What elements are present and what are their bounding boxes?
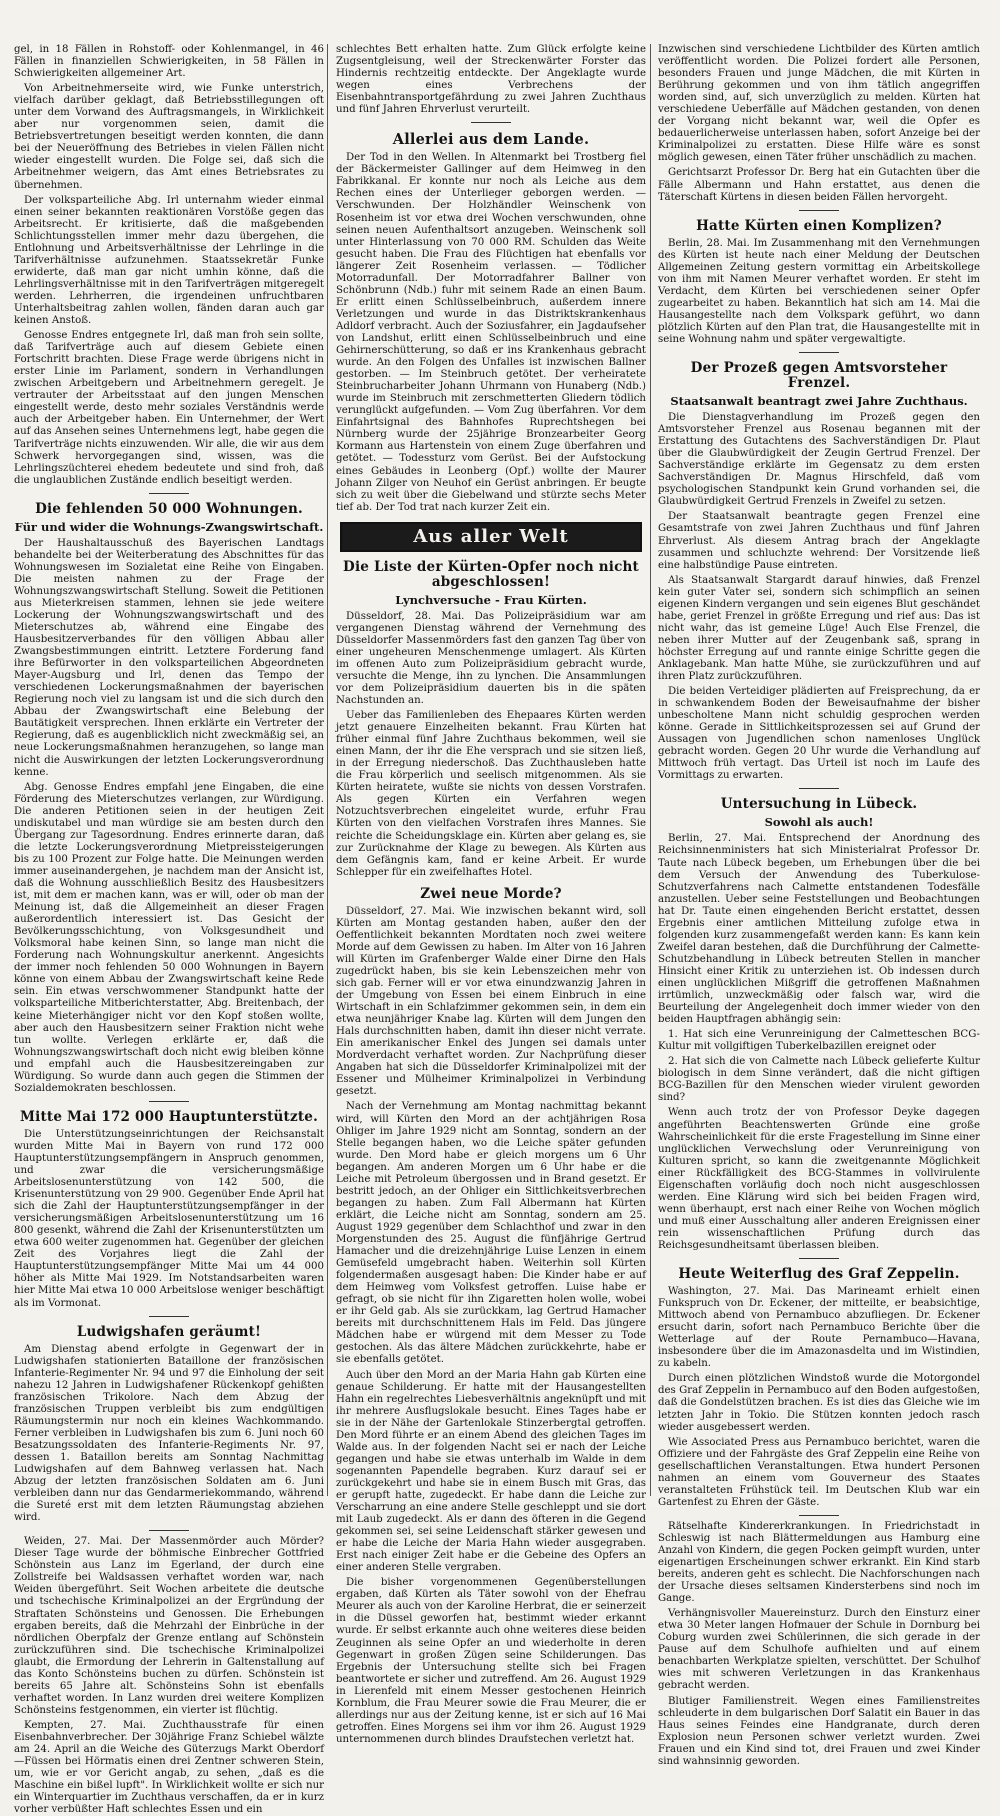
subheadline-wohnungen: Für und wider die Wohnungs-Zwangswirtschaft. [14, 519, 324, 534]
paragraph: Weiden, 27. Mai. Der Massenmörder auch Mörder? Dieser Tage wurde der böhmische Einbrecher Gottfried Schönstein aus Lanz im Egerland, der durch eine Zollstreife bei Waldsassen verhaftet worden war, nach Weiden übergeführt. Seit Wochen arbeitete die deutsche und tschechische Kriminalpolizei an der Ergründung der Straftaten Schönsteins und Genossen. Die Erhebungen ergaben bereits, daß die Mehrzahl der Einbrüche in der nördlichen Oberpfalz der Grenze entlang auf Schönstein zurückzuführen sind. Die tschechische Kriminalpolizei glaubt, die Ermordung der Lehrerin in Galtenstallung auf das Konto Schönsteins buchen zu dürfen. Schönstein ist bereits 65 Jahre alt. Schönsteins Sohn ist ebenfalls verhaftet worden. In Lanz wurden drei weitere Komplizen Schönsteins festgenommen, ein vierter ist flüchtig. [14, 1536, 324, 1716]
column-rule-2 [650, 44, 651, 1496]
paragraph: Genosse Endres entgegnete Irl, daß man froh sein sollte, daß Tarifverträge auch auf diesem Gebiete einen Fortschritt brachten. Diese Frage werde übrigens nicht in erster Linie im Parlament, sondern in Verhandlungen zwischen Arbeitgebern und Arbeitnehmern geregelt. Je vertrauter der Arbeitsstaat auf den jungen Menschen eingestellt werde, desto mehr soziales Verständnis werde auch der Arbeitgeber haben. Ein Unternehmer, der Wert auf das Ansehen seines Unternehmens legt, habe gegen die Tarifverträge nichts einzuwenden. Wir alle, die wir aus dem Schwerk hervorgegangen sind, wissen, was die Lehrlingszüchterei ehedem bedeutete und sind froh, daß die unglaublichen Zustände endlich beseitigt werden. [14, 330, 324, 486]
paragraph: schlechtes Bett erhalten hatte. Zum Glück erfolgte keine Zugsentgleisung, weil der Streckenwärter Forster das Hindernis rechtzeitig entdeckte. Der Angeklagte wurde wegen eines Verbrechens der Eisenbahntransportgefährdung zu zwei Jahren Zuchthaus und fünf Jahren Ehrverlust verurteilt. [336, 44, 646, 116]
paragraph: Düsseldorf, 28. Mai. Das Polizeipräsidium war am vergangenen Dienstag während der Vernehmung des Düsseldorfer Massenmörders fast den ganzen Tag über von einer ungeheuren Menschenmenge umlagert. Als Kürten im offenen Auto zum Polizeipräsidium gebracht wurde, versuchte die Menge, ihn zu lynchen. Die Ansammlungen vor dem Polizeipräsidium dauerten bis in die späten Nachstunden an. [336, 610, 646, 707]
paragraph: Von Arbeitnehmerseite wird, wie Funke unterstrich, vielfach darüber geklagt, daß Betriebsstillegungen oft unter dem Vorwand des Auftragsmangels, in Wirklichkeit aber nur vorgenommen seien, damit die Betriebsvertretungen beseitigt werden konnten, die dann bei der Neueröffnung des Betriebes in vielen Fällen nicht wieder eingestellt wurden. Die Folge sei, daß sich die Arbeitnehmer weigern, das Amt eines Betriebsrates zu übernehmen. [14, 83, 324, 191]
headline-zwei-neue-morde: Zwei neue Morde? [420, 885, 562, 902]
subheadline-staatsanwalt: Staatsanwalt beantragt zwei Jahre Zuchthaus. [670, 394, 968, 409]
headline-komplizen: Hatte Kürten einen Komplizen? [696, 217, 942, 234]
paragraph: Die beiden Verteidiger plädierten auf Freisprechung, da er in schwankendem Boden der Beweisaufnahme der bisher unbescholtene Mann nicht schuldig gesprochen werden könne. Gerade in Sittlichkeitsprozessen sei auf Grund der Aussagen von Jugendlichen schon namenloses Unglück gebracht worden. Gegen 20 Uhr wurde die Verhandlung auf Mittwoch früh vertagt. Das Urteil ist noch im Laufe des Vormittags zu erwarten. [658, 686, 980, 782]
paragraph: Blutiger Familienstreit. Wegen eines Familienstreites schleuderte in dem bulgarischen Dorf Salatit ein Bauer in das Haus seines Feindes eine Handgranate, durch deren Explosion neun Personen schwer verletzt wurden. Zwei Frauen und ein Kind sind tot, drei Frauen und zwei Kinder sind wahnsinnig geworden. [658, 1695, 980, 1767]
subheadline-lynchversuche: Lynchversuche - Frau Kürten. [395, 592, 587, 607]
column-3 [658, 44, 980, 1767]
paragraph: Düsseldorf, 27. Mai. Wie inzwischen bekannt wird, soll Kürten am Montag gestanden haben, außer den der Oeffentlichkeit bekannten Mordtaten noch zwei weitere Morde auf dem Gewissen zu haben. Im Alter von 16 Jahren will Kürten im Grafenberger Walde einer Dirne den Hals zugedrückt haben, bis sie kein Lebenszeichen mehr von sich gab. Ferner will er vor etwa einundzwanzig Jahren in der Umgebung von Essen bei einem Einbruch in eine Wirtschaft in ein Schlafzimmer gekommen sein, in dem ein etwa neunjähriger Knabe lag. Kürten will dem Jungen den Hals durchschnitten haben, damit ihn dieser nicht verrate. Ein amerikanischer Enkel des Jungen sei damals unter Mordverdacht verhaftet worden. Zur Nachprüfung dieser Angaben hat sich die Düsseldorfer Kriminalpolizei mit der Essener und Mülheimer Kriminalpolizei in Verbindung gesetzt. [336, 905, 646, 1098]
headline-kuerten-opfer: Die Liste der Kürten-Opfer noch nicht abgeschlossen! [343, 558, 639, 590]
paragraph: Nach der Vernehmung am Montag nachmittag bekannt wird, will Kürten den Mord an der achtjährigen Rosa Ohliger im Jahre 1929 nicht am Sonntag, sondern an der Stelle begangen haben, wo die Leiche später gefunden wurde. Den Mord habe er gleich morgens um 6 Uhr begangen. Am anderen Morgen um 6 Uhr habe er die Leiche mit Petroleum übergossen und in Brand gesetzt. Er bestritt jedoch, an der Ohliger ein Sittlichkeitsverbrechen begangen zu haben. Zum Fall Albermann hat Kürten erklärt, die Leiche nicht am Sonntag, sondern am 25. August 1929 gegenüber dem Schlachthof und zwar in den Morgenstunden des 25. August die fünfjährige Gertrud Hamacher und die dreizehnjährige Luise Lenzen in einem Gemüsefeld umgebracht haben. Weiterhin soll Kürten folgendermaßen ausgesagt haben: Die Kinder habe er auf dem Heimweg vom Volksfest getroffen. Luise habe er gefragt, ob sie nicht für ihn Zigaretten holen wolle, wobei er ihr Geld gab. Als sie zurückkam, lag Gertrud Hamacher bereits mit durchschnittenem Hals im Feld. Das jüngere Mädchen habe er würgend mit dem Messer zu Tode gestochen. Als das ältere Mädchen zurückkehrte, habe er sie ebenfalls getötet. [336, 1101, 646, 1366]
paragraph: Abg. Genosse Endres empfahl jene Eingaben, die eine Förderung des Mieterschutzes verlangen, zur Würdigung. Die anderen Petitionen seien in der heutigen Zeit undiskutabel und man würdige sie am besten durch den Übergang zur Tagesordnung. Endres erinnerte daran, daß die letzte Lockerungsverordnung Mietpreissteigerungen bis zu 100 Prozent zur Folge hatte. Die Meinungen werden immer auseinandergehen, je nachdem man der Ansicht ist, daß die Wohnung ausschließlich Besitz des Hausbesitzers ist, mit dem er machen kann, was er will, oder ob man der Meinung ist, daß die Allgemeinheit an dieser Fragen außerordentlich interessiert ist. Das Gesicht der Bevölkerungsschichtung, von Volksgesundheit und Volksmoral habe keinen Sinn, so lange man nicht die Forderung nach Wohnungskultur anerkennt. Angesichts der immer noch fehlenden 50 000 Wohnungen in Bayern könne von einem Abbau der Zwangswirtschaft keine Rede sein. Ein etwas verschwommener Standpunkt hatte der volksparteiliche Mitberichterstatter, Abg. Breitenbach, der keine Mieterhängiger nicht vor den Kopf stoßen wollte, aber auch den Hausbesitzern seiner Fraktion nicht wehe tun wollte. Verlegen erklärte er, daß die Wohnungszwangswirtschaft doch nicht ewig bleiben könne und empfahl auch die Hausbesitzereingaben zur Würdigung. So wurde dann auch gegen die Stimmen der Sozialdemokraten beschlossen. [14, 781, 324, 1094]
paragraph: Berlin, 27. Mai. Entsprechend der Anordnung des Reichsinnenministers hat sich Ministerialrat Professor Dr. Taute nach Lübeck begeben, um Erhebungen über die bei dem Versuch der Anwendung des Tuberkulose-Schutzverfahrens nach Calmette entstandenen Todesfälle anzustellen. Ueber seine Feststellungen und Beobachtungen hat Dr. Taute einen eingehenden Bericht erstattet, dessen Ergebnis einer amtlichen Mitteilung zufolge etwa in folgenden kurz zusammengefaßt werden kann: Es kann kein Zweifel daran bestehen, daß die Durchführung der Calmette-Schutzbehandlung in Lübeck betreuten Stellen in mancher Hinsicht einer Kritik zu unterziehen ist. Ob indessen durch einen unglücklichen Mißgriff die getroffenen Maßnahmen irrtümlich, unzweckmäßig oder falsch war, wird die Beurteilung der Angelegenheit doch immer wieder von den beiden Hauptfragen abhängig sein: [658, 833, 980, 1026]
paragraph: Kempten, 27. Mai. Zuchthausstrafe für einen Eisenbahnverbrecher. Der 30jährige Franz Schiebel wälzte am 24. April an die Weiche des Güterzugs Markt Oberdorf—Füssen bei Hörmatis einen drei Zentner schweren Stein, um, wie er vor Gericht angab, zu sehen, „daß es die Maschine ein bißel lupft". In Wirklichkeit wollte er sich nur ein Winterquartier im Zuchthaus verschaffen, da er in kurz vorher verbüßter Haft schlechtes Essen und ein [14, 1719, 324, 1816]
paragraph: gel, in 18 Fällen in Rohstoff- oder Kohlenmangel, in 46 Fällen in finanziellen Schwierigkeiten, in 58 Fällen in Schwierigkeiten allgemeiner Art. [14, 44, 324, 80]
headline-hauptunterstuetzte: Mitte Mai 172 000 Hauptunterstützte. [20, 1108, 318, 1125]
separator [149, 1530, 189, 1531]
paragraph: Die Unterstützungseinrichtungen der Reichsanstalt wurden Mitte Mai in Bayern von rund 172 000 Hauptunterstützungsempfängern in Anspruch genommen, und zwar die versicherungsmäßige Arbeitslosenunterstützung von 142 500, die Krisenunterstützung von 29 900. Gegenüber Ende April hat sich die Zahl der Hauptunterstützungsempfänger in der versicherungsmäßigen Arbeitslosenunterstützung um 16 800 gesenkt, während die Zahl der Krisenunterstützten um etwa 600 weiter zugenommen hat. Gegenüber der gleichen Zeit des Vorjahres liegt die Zahl der Hauptunterstützungsempfänger Mitte Mai um 44 000 höher als Mitte Mai 1929. Im Notstandsarbeiten waren hier Mitte Mai etwa 10 000 Arbeitslose weniger beschäftigt als im Vormonat. [14, 1128, 324, 1309]
paragraph: Verhängnisvoller Mauereinsturz. Durch den Einsturz einer etwa 30 Meter langen Hofmauer der Schule in Dornburg bei Coburg wurden zwei Schülerinnen, die sich gerade in der Pause auf dem Schulhofe aufhielten und auf einem benachbarten Werkplatze spielten, verschüttet. Der Schulhof wies mit schweren Verletzungen in das Krankenhaus gebracht werden. [658, 1608, 980, 1692]
separator [471, 122, 511, 123]
paragraph: 1. Hat sich eine Verunreinigung der Calmetteschen BCG-Kultur mit vollgiftigen Tuberkelbazillen ereignet oder [658, 1029, 980, 1053]
headline-ludwigshafen: Ludwigshafen geräumt! [76, 1323, 262, 1340]
paragraph: Die Dienstagverhandlung im Prozeß gegen den Amtsvorsteher Frenzel aus Rosenau begannen mit der Erstattung des Gutachtens des Sachverständigen Dr. Plaut über die Glaubwürdigkeit der Zeugin Gertrud Frenzel. Der Sachverständige erklärte im Gegensatz zu dem ersten Sachverständigen Dr. Magnus Hirschfeld, daß vom psychologischen Standpunkt kein Grund vorhanden sei, die Glaubwürdigkeit Gertrud Frenzels in Zweifel zu setzen. [658, 412, 980, 508]
separator [149, 1316, 189, 1317]
separator [799, 1515, 839, 1516]
column-1 [14, 44, 324, 1816]
separator [149, 1101, 189, 1102]
headline-prozess-frenzel: Der Prozeß gegen Amtsvorsteher Frenzel. [690, 360, 948, 392]
paragraph: Die bisher vorgenommenen Gegenüberstellungen ergaben, daß Kürten als Täter sowohl von der Ehefrau Meurer als auch von der Karoline Herbrat, die er seinerzeit in die Düssel geworfen hat, bestimmt wieder erkannt wurde. Er selbst erkannte auch ohne weiteres diese beiden Zeuginnen als seine Opfer an und wiederholte in deren Gegenwart in großen Zügen seine Schilderungen. Das Ergebnis der Untersuchung stellte sich bei Fragen beantwortete er sicher und zutreffend. Am 26. August 1929 in Lierenfeld mit einem Messer gestochenen Heinrich Kornblum, die Frau Meurer sowie die Frau Meurer, die er allerdings nur aus der Zeitung kenne, ist er sich auf 16 Mai getroffen. Eines Morgens sei ihm vor ihm 26. August 1929 unternommenen durch blindes Draufstechen verletzt hat. [336, 1577, 646, 1745]
column-rule-1 [327, 44, 328, 1496]
paragraph: Berlin, 28. Mai. Im Zusammenhang mit den Vernehmungen des Kürten ist heute nach einer Meldung der Deutschen Allgemeinen Zeitung gestern vormittag ein Arbeitskollege von ihm mit Namen Meurer verhaftet worden. Er steht im Verdacht, dem Kürten bei verschiedenen seiner Opfer zugearbeitet zu haben. Bekanntlich hat sich am 14. Mai die Hausangestellte nach dem Volkspark geführt, wo dann plötzlich Kürten auf den Plan trat, die Hausangestellte mit in seine Wohnung nahm und später vergewaltigte. [658, 237, 980, 345]
paragraph: Ueber das Familienleben des Ehepaares Kürten werden jetzt genauere Einzelheiten bekannt. Frau Kürten hat früher einmal fünf Jahre Zuchthaus bekommen, weil sie einen Mann, der ihr die Ehe versprach und sie sitzen ließ, in der Erregung niederschoß. Das Zuchthausleben hatte die Frau körperlich und seelisch mitgenommen. Als sie Kürten heiratete, wußte sie nichts von dessen Vorstrafen. Als gegen Kürten ein Verfahren wegen Notzuchtsverbrechen eingeleitet wurde, erfuhr Frau Kürten von den vielfachen Vorstrafen ihres Mannes. Sie reichte die Scheidungsklage ein. Kürten aber gelang es, sie zur Zurücknahme der Klage zu bewegen. Als Kürten aus dem Gefängnis kam, fand er keine Arbeit. Er wurde Schlepper für ein zweifelhaftes Hotel. [336, 710, 646, 878]
paragraph: Als Staatsanwalt Stargardt darauf hinwies, daß Frenzel kein guter Vater sei, sondern sich schimpflich an seinen eigenen Kindern vergangen und sein eigenes Blut geschändet habe, geriet Frenzel in größte Erregung und rief aus: Das ist nicht wahr, das ist gemeine Lüge! Auch Else Frenzel, die neben ihrer Mutter auf der Zeugenbank saß, sprang in höchster Erregung auf und rannte einige Schritte gegen die Anklagebank. Man hatte Mühe, sie zurückzuführen und auf ihren Platz zurückzuführen. [658, 574, 980, 683]
headline-allerlei: Allerlei aus dem Lande. [392, 131, 590, 149]
paragraph: Wenn auch trotz der von Professor Deyke dagegen angeführten Beachtenswerten Gründe eine große Wahrscheinlichkeit für die erste Fragestellung im Sinne einer unglücklichen Verwechslung oder Verunreinigung von Kulturen spricht, so kann die zweitgenannte Möglichkeit einer Rückfälligkeit des BCG-Stammes in vollvirulente Eigenschaften vorläufig doch noch nicht ausgeschlossen werden. Eine Klärung wird sich bei beiden Fragen wird, wenn überhaupt, erst nach einer Reihe von Wochen möglich und muß einer Ausschaltung aller anderen Ereignissen einer rein wissenschaftlichen Prüfung durch das Reichsgesundheitsamt überlassen bleiben. [658, 1107, 980, 1251]
paragraph: Gerichtsarzt Professor Dr. Berg hat ein Gutachten über die Fälle Albermann und Hahn erstattet, aus denen die Täterschaft Kürtens in diesen beiden Fällen hervorgeht. [658, 167, 980, 203]
separator [149, 493, 189, 494]
separator [799, 1258, 839, 1259]
paragraph: Washington, 27. Mai. Das Marineamt erhielt einen Funkspruch von Dr. Eckener, der mitteilte, er beabsichtige, Mittwoch abend von Pernambuco abzufliegen. Dr. Eckener ersucht darin, sofort nach Pernambuco Berichte über die Wetterlage auf der Route Pernambuco—Havana, insbesondere über die im Amazonasdelta und im Wistindien, zu kabeln. [658, 1286, 980, 1370]
separator [799, 788, 839, 789]
paragraph: Durch einen plötzlichen Windstoß wurde die Motorgondel des Graf Zeppelin in Pernambuco auf den Boden aufgestoßen, daß die Gondelstützen brachen. Es ist dies das Gleiche wie im letzten Jahr in Tokio. Die Stützen konnten jedoch rasch wieder ausgebessert werden. [658, 1373, 980, 1433]
headline-wohnungen: Die fehlenden 50 000 Wohnungen. [35, 500, 303, 517]
paragraph: Wie Associated Press aus Pernambuco berichtet, waren die Offiziere und der Fahrgäste des Graf Zeppelin eine Reihe von gesellschaftlichen Veranstaltungen. Etwa hundert Personen nahmen an einem vom Gouverneur des Staates veranstalteten Frühstück teil. Im Deutschen Klub war ein Gartenfest zu Ehren der Gäste. [658, 1436, 980, 1508]
paragraph: Der volksparteiliche Abg. Irl unternahm wieder einmal einen seiner bekannten reaktionären Vorstöße gegen das Arbeitsrecht. Er kritisierte, daß die maßgebenden Schlichtungsstellen immer mehr dazu übergehen, die Entlohnung und Arbeitsverhältnisse der Lehrlinge in die Tarifverhältnisse aufzunehmen. Staatssekretär Funke erwiderte, daß man gar nicht umhin könne, daß die Lehrlingsverhältnisse mit in den Tarifverträgen mitgeregelt werden. Lehrherren, die irgendeinen unfruchtbaren Unterhaltsbeitrag zahlen wollen, fänden daran auch gar keinen Anstoß. [14, 194, 324, 327]
paragraph: Am Dienstag abend erfolgte in Gegenwart der in Ludwigshafen stationierten Bataillone der französischen Infanterie-Regimenter Nr. 94 und 97 die Einholung der seit nahezu 12 Jahren in Ludwigshafener Rückenkopf gehißten französischen Trikolore. Nach dem Abzug der französischen Truppen verbleibt bis zum endgültigen Räumungstermin nur noch ein kleines Wachkommando. Ferner verbleiben in Ludwigshafen bis zum 6. Juni noch 60 Besatzungssoldaten des Infanterie-Regiments Nr. 97, dessen 1. Bataillon bereits am Sonntag Nachmittag Ludwigshafen auf dem Bahnweg verlassen hat. Nach Abzug der letzten französischen Soldaten am 6. Juni verbleiben dann nur das Gendarmeriekommando, während die Sureté erst mit dem letzten Räumungstag abziehen wird. [14, 1343, 324, 1524]
headline-zeppelin: Heute Weiterflug des Graf Zeppelin. [678, 1266, 960, 1283]
paragraph: Rätselhafte Kindererkrankungen. In Friedrichstadt in Schleswig ist nach Blättermeldungen aus Hamburg eine Anzahl von Kindern, die gegen Pocken geimpft wurden, unter eigenartigen Erscheinungen schwer erkrankt. Ein Kind starb bereits, anderen geht es schlecht. Die Nachforschungen nach der Ursache dieses seltsamen Kindersterbens sind noch im Gange. [658, 1520, 980, 1605]
section-banner: Aus aller Welt [340, 522, 642, 552]
subheadline-sowohl-als-auch: Sowohl als auch! [764, 815, 874, 830]
column-2 [336, 44, 646, 1745]
separator [799, 210, 839, 211]
separator [799, 352, 839, 353]
paragraph: Inzwischen sind verschiedene Lichtbilder des Kürten amtlich veröffentlicht worden. Die Polizei fordert alle Personen, besonders Frauen und junge Mädchen, die mit Kürten in Berührung gekommen und von ihm tätlich angegriffen worden sind, auf, sich unverzüglich zu melden. Kürten hat verschiedene Ueberfälle auf Mädchen gestanden, von denen der Vorgang nicht bekannt war, weil die Opfer es bedauerlicherweise unterlassen haben, sofort Anzeige bei der Kriminalpolizei zu erstatten. Diese Hilfe wäre es sonst möglich gewesen, einen Täter früher unschädlich zu machen. [658, 44, 980, 164]
paragraph: Der Staatsanwalt beantragte gegen Frenzel eine Gesamtstrafe von zwei Jahren Zuchthaus und fünf Jahren Ehrverlust. Als diesem Antrag brach der Angeklagte zusammen und schluchzte wehrend: Der Vorsitzende ließ eine halbstündige Pause eintreten. [658, 511, 980, 571]
headline-luebeck: Untersuchung in Lübeck. [720, 796, 918, 813]
paragraph: Der Haushaltausschuß des Bayerischen Landtags behandelte bei der Weiterberatung des Abschnittes für das Wohnungswesen im Sozialetat eine Reihe von Eingaben. Die meisten nahmen zu der Frage der Wohnungszwangswirtschaft Stellung. Soweit die Petitionen aus Mieterkreisen stammen, lehnen sie jede weitere Lockerung der Wohnungszwangswirtschaft und des Mieterschutzes ab, während eine Eingabe des Hausbesitzerverbandes für den völligen Abbau aller Zwangsbestimmungen eintritt. Letztere Forderung fand ihre Befürworter in den volksparteilichen Abgeordneten Mayer-Augsburg und Irl, denen das Tempo der verschiedenen Lockerungsmaßnahmen der bayerischen Regierung noch viel zu langsam ist und die sich durch den Abbau der Zwangswirtschaft eine Belebung der Bautätigkeit versprechen. Ihnen erklärte ein Vertreter der Regierung, daß es augenblicklich nicht zweckmäßig sei, an neue Lockerungsmaßnahmen heranzugehen, so lange man nicht die Auswirkungen der letzten Lockerungsverordnung kenne. [14, 537, 324, 778]
paragraph: Auch über den Mord an der Maria Hahn gab Kürten eine genaue Schilderung. Er hatte mit der Hausangestellten Hahn ein regelrechtes Liebesverhältnis angeknüpft und mit ihr mehrere Ausflugslokale besucht. Eines Tages habe er sie in der Nähe der Gartenlokale Stinzerbergtal getroffen. Den Mord führte er an einem Abend des gleichen Tages im Walde aus. In der folgenden Nacht sei er nach der Leiche gegangen und habe sie etwas unterhalb im Walde in dem sogenannten Papendelle begraben. Kurz darauf sei er zurückgekehrt und habe sie in einem Busch mit Gras, das er gerupft hatte, zugedeckt. Er habe dann die Leiche zur Verscharrung an eine andere Stelle geschleppt und sie dort mit Laub zugedeckt. Als er dann des öfteren in die Gegend gekommen sei, sei seine Leidenschaft stärker gewesen und er habe die Leiche der Maria Hahn wieder ausgegraben. Erst nach einiger Zeit habe er die Gebeine des Opfers an einer anderen Stelle vergraben. [336, 1369, 646, 1574]
paragraph: 2. Hat sich die von Calmette nach Lübeck gelieferte Kultur biologisch in dem Sinne verändert, daß die nicht giftigen BCG-Bazillen für den Menschen wieder virulent geworden sind? [658, 1056, 980, 1104]
paragraph: Der Tod in den Wellen. In Altenmarkt bei Trostberg fiel der Bäckermeister Gallinger auf dem Heimweg in den Fabrikkanal. Er konnte nur noch als Leiche aus dem Rechen eines der Unterlieger geborgen werden. — Verschwunden. Der Holzhändler Weinschenk von Rosenheim ist vor etwa drei Wochen verschwunden, ohne seinen neuen Aufenthaltsort anzugeben. Weinschenk soll unter Hinterlassung von 70 000 RM. Schulden das Weite gesucht haben. Die Frau des Flüchtigen hat ebenfalls vor längerer Zeit Rosenheim verlassen. — Tödlicher Motorradunfall. Der Motorradfahrer Ballner von Schönbrunn (Ndb.) fuhr mit seinem Rade an einen Baum. Er erlitt einen Schlüsselbeinbruch, außerdem innere Verletzungen und wurde in das Distriktskrankenhaus Adldorf verbracht. Auch der Soziusfahrer, ein Jagdaufseher von Landshut, erlitt einen Schlüsselbeinbruch und eine Gehirnerschütterung, so daß er ins Krankenhaus gebracht wurde. An den Folgen des Unfalles ist inzwischen Ballner gestorben. — Im Steinbruch getötet. Der verheiratete Steinbrucharbeiter Johann Uhrmann von Hunaberg (Ndb.) wurde im Steinbruch mit zerschmetterten Gliedern tödlich verunglückt aufgefunden. — Vom Zug überfahren. Vor dem Einfahrtsignal des Bahnhofes Ruprechtshegen bei Nürnberg wurde der 25jährige Bronzearbeiter Georg Kormann aus Hartenstein von einem Zuge überfahren und getötet. — Todessturz vom Gerüst. Bei der Aufstockung eines Gebäudes in Leonberg (Opf.) wollte der Maurer Johann Zilger von Neuhof ein Gerüst anbringen. Er beugte sich zu weit über die Giebelwand und stürzte sechs Meter tief ab. Der Tod trat nach kurzer Zeit ein. [336, 152, 646, 513]
